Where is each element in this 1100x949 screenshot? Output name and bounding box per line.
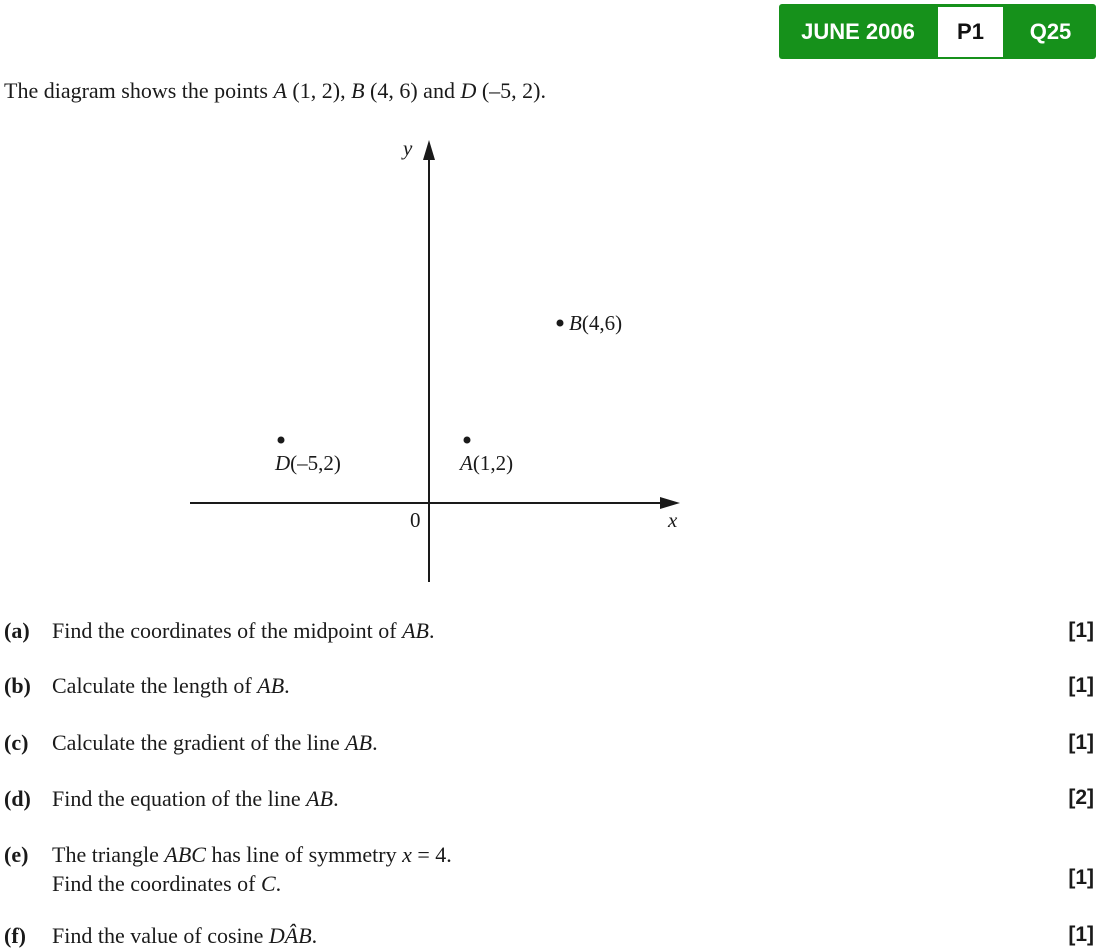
question-number: Q25 xyxy=(1029,19,1072,44)
point-b-marker xyxy=(557,320,564,327)
y-axis-arrowhead xyxy=(423,140,435,160)
y-axis-label: y xyxy=(403,136,413,160)
question-part-d xyxy=(4,786,339,812)
marks-part-b: [1] xyxy=(1068,674,1094,697)
marks-part-e: [1] xyxy=(1068,866,1094,889)
marks-part-d: [2] xyxy=(1068,786,1094,809)
part-text: Calculate the length of AB. xyxy=(52,673,290,698)
part-text: Find the value of cosine DÂB. xyxy=(52,923,318,948)
question-part-a xyxy=(4,618,435,644)
point-a-label: A(1,2) xyxy=(460,451,514,475)
part-label: (f) xyxy=(4,923,26,948)
point-b-label: B(4,6) xyxy=(569,311,623,335)
marks-part-a: [1] xyxy=(1068,619,1094,642)
part-text-line-1: The triangle ABC has line of symmetry x = 4. xyxy=(52,842,452,867)
part-label: (d) xyxy=(4,786,31,811)
question-part-f xyxy=(4,923,317,949)
part-label: (a) xyxy=(4,618,30,643)
part-text: Find the equation of the line AB. xyxy=(52,786,339,811)
intro-text: The diagram shows the points A (1, 2), B (4, 6) and D (–5, 2). xyxy=(4,78,546,103)
part-text-line-2: Find the coordinates of C. xyxy=(52,871,282,896)
origin-label: 0 xyxy=(410,508,421,532)
part-text: Calculate the gradient of the line AB. xyxy=(52,730,378,755)
part-text: Find the coordinates of the midpoint of AB. xyxy=(52,618,435,643)
point-a-marker xyxy=(464,437,471,444)
paper-number: P1 xyxy=(938,7,1003,57)
exam-date: JUNE 2006 xyxy=(801,19,915,44)
point-d-marker xyxy=(278,437,285,444)
question-part-e xyxy=(4,840,452,898)
x-axis-label: x xyxy=(668,508,678,532)
question-part-b xyxy=(4,673,290,699)
part-label: (e) xyxy=(4,842,29,867)
part-label: (c) xyxy=(4,730,29,755)
question-part-c xyxy=(4,730,378,756)
marks-part-f: [1] xyxy=(1068,923,1094,946)
marks-part-c: [1] xyxy=(1068,731,1094,754)
part-label: (b) xyxy=(4,673,31,698)
point-d-label: D(–5,2) xyxy=(275,451,341,475)
